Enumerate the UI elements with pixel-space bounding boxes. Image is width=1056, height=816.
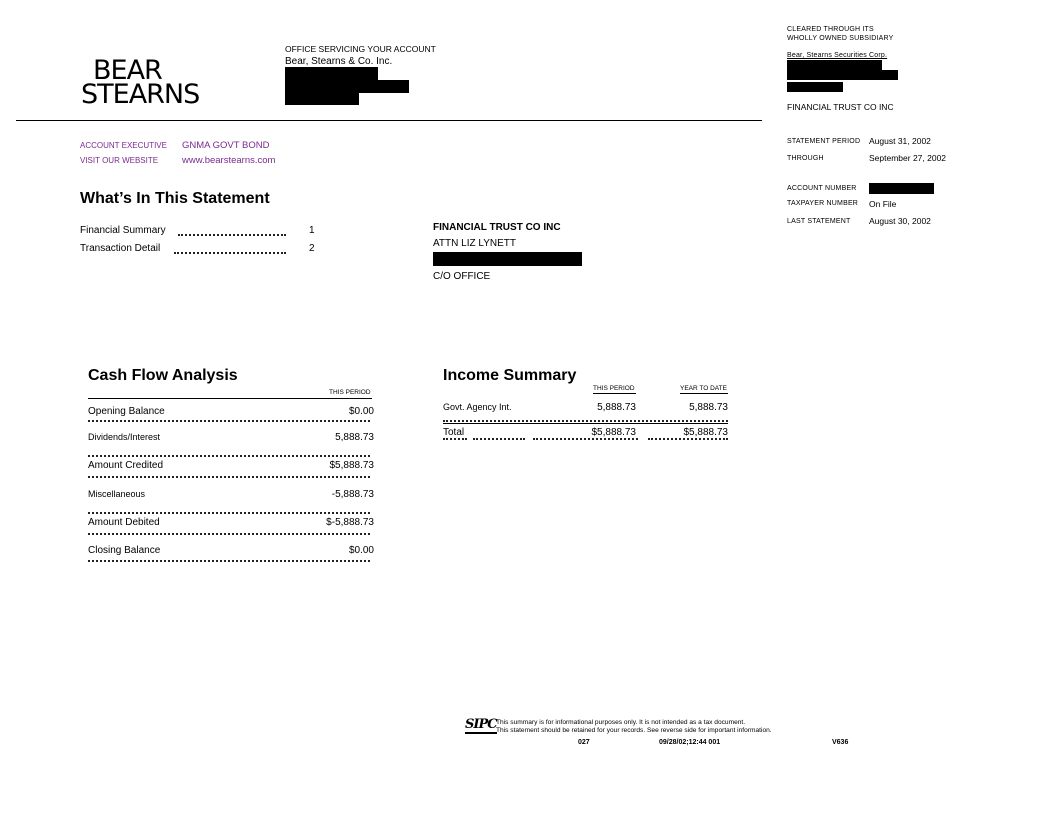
cash-flow-row-value: 5,888.73 [335, 432, 374, 443]
cash-flow-row-label: Closing Balance [88, 545, 161, 556]
header-rule [16, 120, 762, 121]
income-row-period: $5,888.73 [591, 427, 636, 438]
taxpayer-label: TAXPAYER NUMBER [787, 200, 859, 207]
website-link[interactable]: www.bearstearns.com [182, 155, 276, 166]
logo-line-2: STEARNS [81, 79, 200, 110]
footer-line-1: This summary is for informational purposes only. It is not intended as a tax document. [496, 719, 746, 726]
through-value: September 27, 2002 [869, 153, 947, 163]
income-row-label: Govt. Agency Int. [443, 402, 512, 412]
footer-code-3: V636 [832, 739, 849, 746]
contents-title: What’s In This Statement [80, 190, 270, 207]
cash-flow-row-label: Miscellaneous [88, 489, 146, 499]
income-row-ytd: 5,888.73 [689, 402, 728, 413]
clearing-line-2: WHOLLY OWNED SUBSIDIARY [787, 35, 894, 42]
contents-leader [174, 252, 286, 254]
income-row-rule [533, 438, 638, 440]
footer-code-1: 027 [578, 739, 590, 746]
address-attn: ATTN LIZ LYNETT [433, 238, 516, 249]
cash-flow-header-rule [88, 398, 372, 399]
account-executive-value: GNMA GOVT BOND [182, 140, 270, 151]
contents-item-page: 2 [309, 243, 315, 254]
office-heading: OFFICE SERVICING YOUR ACCOUNT [285, 44, 436, 54]
contents-item-page: 1 [309, 225, 315, 236]
cash-flow-row-rule [88, 533, 370, 535]
clearing-name: Bear, Stearns Securities Corp. [787, 52, 888, 59]
income-total-rule [443, 423, 728, 424]
cash-flow-row-rule [88, 560, 370, 562]
clearing-line-1: CLEARED THROUGH ITS [787, 26, 874, 33]
cash-flow-col-header: THIS PERIOD [329, 389, 371, 396]
sipc-logo: SIPC [465, 717, 497, 732]
cash-flow-row-rule [88, 455, 370, 457]
clearing-client: FINANCIAL TRUST CO INC [787, 102, 894, 112]
address-name: FINANCIAL TRUST CO INC [433, 222, 561, 233]
redaction-clearing-2 [787, 70, 898, 80]
logo-line-1: BEAR [93, 55, 162, 86]
account-executive-label: ACCOUNT EXECUTIVE [80, 141, 167, 150]
office-name: Bear, Stearns & Co. Inc. [285, 56, 393, 67]
last-statement-label: LAST STATEMENT [787, 218, 851, 225]
income-row-rule [443, 420, 728, 422]
statement-period-label: STATEMENT PERIOD [787, 138, 861, 145]
bear-stearns-logo [81, 55, 200, 110]
cash-flow-row-label: Amount Credited [88, 460, 164, 471]
income-row-period: 5,888.73 [597, 402, 636, 413]
cash-flow-row-label: Dividends/Interest [88, 432, 161, 442]
cash-flow-row-value: $-5,888.73 [326, 517, 374, 528]
cash-flow-row-label: Amount Debited [88, 517, 160, 528]
account-number-label: ACCOUNT NUMBER [787, 185, 857, 192]
contents-item-label[interactable]: Financial Summary [80, 225, 166, 236]
taxpayer-value: On File [869, 199, 897, 209]
cash-flow-title: Cash Flow Analysis [88, 367, 238, 384]
redaction-account-number [869, 183, 934, 194]
redaction-office-1 [285, 67, 378, 80]
cash-flow-row-value: $5,888.73 [329, 460, 374, 471]
income-col-header-period: THIS PERIOD [593, 385, 635, 392]
redaction-clearing-3 [787, 82, 843, 92]
income-header-rule [593, 393, 636, 394]
income-row-rule [443, 438, 467, 440]
income-row-label: Total [443, 427, 465, 438]
cash-flow-row-value: -5,888.73 [331, 489, 374, 500]
through-label: THROUGH [787, 155, 824, 162]
address-line3: C/O OFFICE [433, 271, 491, 282]
cash-flow-row-rule [88, 476, 370, 478]
cash-flow-row-label: Opening Balance [88, 406, 165, 417]
cash-flow-row-rule [88, 512, 370, 514]
last-statement-value: August 30, 2002 [869, 216, 931, 226]
income-row-rule [473, 438, 525, 440]
redaction-clearing-1 [787, 60, 882, 70]
contents-item-label[interactable]: Transaction Detail [80, 243, 161, 254]
cash-flow-row-rule [88, 420, 370, 422]
redaction-address [433, 252, 582, 266]
income-row-ytd: $5,888.73 [683, 427, 728, 438]
contents-leader [178, 234, 286, 236]
income-col-header-ytd: YEAR TO DATE [680, 385, 727, 392]
footer-code-2: 09/28/02;12:44 001 [659, 739, 721, 746]
statement-period-value: August 31, 2002 [869, 136, 931, 146]
income-row-rule [648, 438, 728, 440]
website-label: VISIT OUR WEBSITE [80, 156, 159, 165]
redaction-office-2 [285, 80, 409, 93]
cash-flow-row-value: $0.00 [348, 545, 374, 556]
redaction-office-3 [285, 93, 359, 105]
cash-flow-row-value: $0.00 [348, 406, 374, 417]
income-header-rule [680, 393, 728, 394]
footer-line-2: This statement should be retained for your records. See reverse side for important information. [496, 727, 772, 734]
income-title: Income Summary [443, 367, 577, 384]
